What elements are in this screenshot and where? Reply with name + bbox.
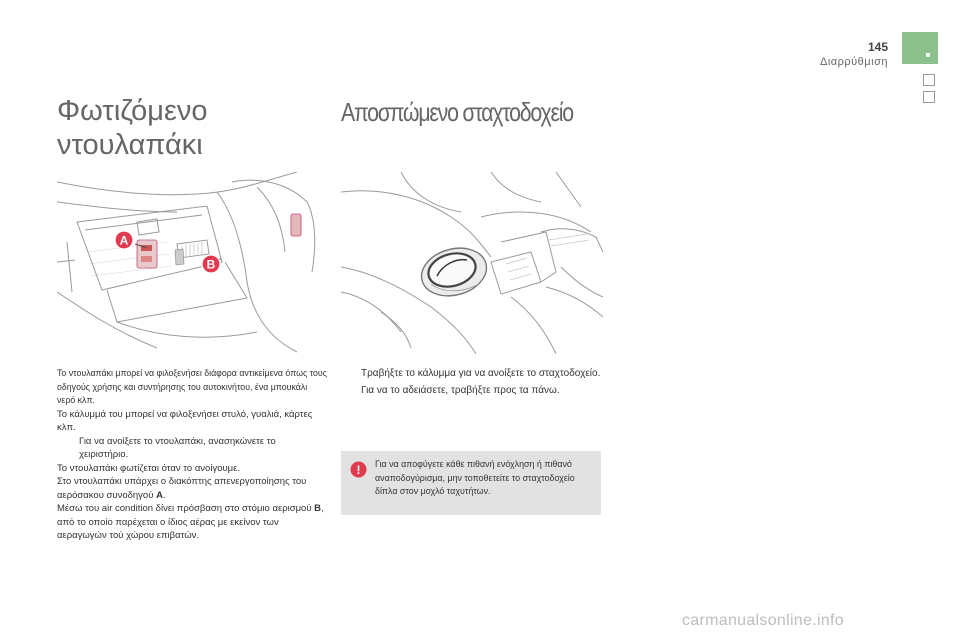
bullet-icon xyxy=(341,384,361,398)
glovebox-intro: Το ντουλαπάκι μπορεί να φιλοξενήσει διάφορα αντικείμενα όπως τους οδηγούς χρήσης και συντήρησης του αυτοκινήτου, ένα μπουκάλι νερό κλπ. xyxy=(57,368,327,405)
page-number: 145 xyxy=(867,40,888,54)
vent-ref: B xyxy=(314,503,322,514)
svg-text:!: ! xyxy=(356,463,361,477)
warning-box xyxy=(341,451,601,515)
ashtray-open-text: Τραβήξτε το κάλυμμα για να ανοίξετε το σταχτοδοχείο. xyxy=(361,368,601,379)
glovebox-open-text: Για να ανοίξετε το ντουλαπάκι, ανασηκώνετε το χειριστήριο. xyxy=(79,435,276,460)
airbag-switch-end: . xyxy=(162,489,166,501)
glovebox-open-bullet xyxy=(57,435,327,462)
glovebox-title xyxy=(57,94,208,162)
warning-icon xyxy=(350,461,367,478)
vent-end: , από το οποίο παρέχεται ο ίδιος αέρας με εκείνον των αεραγωγών τού χώρου επιβατών. xyxy=(57,503,324,541)
ashtray-illustration xyxy=(341,172,603,354)
section-name: Διαρρύθμιση xyxy=(820,56,888,68)
airbag-switch-text xyxy=(57,475,327,502)
ashtray-description xyxy=(341,367,611,400)
warning-text: Για να αποφύγετε κάθε πιθανή ενόχληση ή πιθανό αναποδογύρισμα, μην τοποθετείτε το σταχτοδοχείο δίπλα στον μοχλό ταχυτήτων. xyxy=(375,459,575,496)
section-marker-1 xyxy=(923,74,935,86)
callout-a-label: A xyxy=(119,233,129,248)
ashtray-open-bullet xyxy=(341,367,611,381)
vent-sentence: Μέσω του air condition δίνει πρόσβαση στο στόμιο αερισμού xyxy=(57,503,315,514)
glovebox-light-text: Το ντουλαπάκι φωτίζεται όταν το ανοίγουμε. xyxy=(57,462,241,474)
section-tab xyxy=(902,32,938,64)
glovebox-title-line1: Φωτιζόμενο xyxy=(57,95,208,127)
glovebox-description xyxy=(57,367,327,543)
bullet-icon xyxy=(57,435,79,462)
ashtray-empty-bullet xyxy=(341,384,611,398)
vent-text xyxy=(57,502,327,543)
ashtray-title: Αποσπώμενο σταχτοδοχείο xyxy=(341,97,573,127)
ashtray-empty-text: Για να το αδειάσετε, τραβήξτε προς τα πάνω. xyxy=(361,384,560,396)
callout-b-label: B xyxy=(206,257,216,272)
section-marker-2 xyxy=(923,91,935,103)
glovebox-title-line2: ντουλαπάκι xyxy=(57,129,203,161)
watermark: carmanualsonline.info xyxy=(682,612,844,629)
airbag-switch-ref: A xyxy=(156,489,163,501)
airbag-switch-sentence: Στο ντουλαπάκι υπάρχει ο διακόπτης απενεργοποίησης του αερόσακου συνοδηγού xyxy=(57,476,307,501)
glovebox-lid-text: Το κάλυμμά του μπορεί να φιλοξενήσει στυλό, γυαλιά, κάρτες κλπ. xyxy=(57,408,313,433)
glovebox-illustration xyxy=(57,172,319,354)
tab-marker xyxy=(926,53,930,57)
bullet-icon xyxy=(341,367,361,381)
